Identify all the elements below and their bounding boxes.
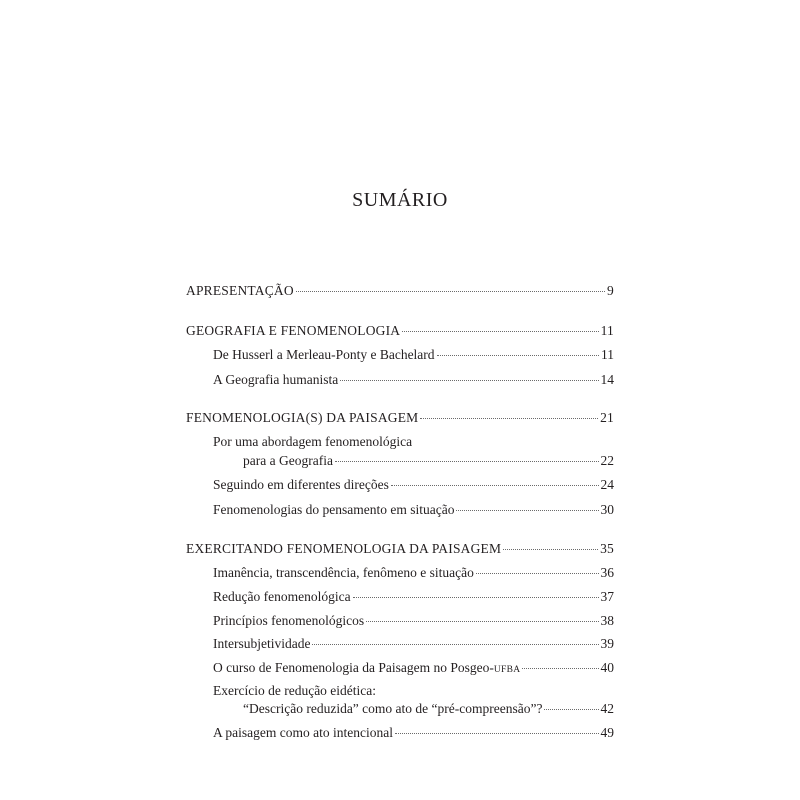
toc-entry-reducao-fenomenologica[interactable]	[213, 588, 614, 606]
toc-page-number: 49	[600, 725, 614, 740]
toc-entry-label: para a Geografia	[243, 453, 333, 468]
toc-page-number: 22	[600, 453, 614, 468]
toc-entry-pensamento-em-situacao[interactable]	[213, 501, 614, 519]
toc-entry-imanencia[interactable]	[213, 564, 614, 582]
toc-entry-label: De Husserl a Merleau-Ponty e Bachelard	[213, 347, 435, 362]
toc-entry-geografia-e-fenomenologia[interactable]	[186, 322, 614, 340]
dot-leader	[544, 709, 598, 710]
toc-page-number: 40	[600, 660, 614, 675]
dot-leader	[340, 380, 598, 381]
dot-leader	[366, 621, 598, 622]
toc-entry-label: Princípios fenomenológicos	[213, 613, 365, 628]
toc-entry-label: Seguindo em diferentes direções	[213, 477, 389, 492]
toc-page-number: 38	[600, 613, 614, 628]
dot-leader	[503, 549, 598, 550]
dot-leader	[402, 331, 598, 332]
toc-entry-diferentes-direcoes[interactable]	[213, 476, 614, 494]
toc-page-number: 21	[600, 410, 614, 425]
toc-page-number: 14	[600, 372, 614, 387]
toc-entry-intersubjetividade[interactable]	[213, 635, 614, 653]
toc-entry-label	[213, 659, 520, 679]
toc-entry-label: Imanência, transcendência, fenômeno e situação	[213, 565, 474, 580]
dot-leader	[353, 597, 599, 598]
toc-page-number: 39	[600, 636, 614, 651]
toc-entry-fenomenologias-da-paisagem[interactable]	[186, 409, 614, 427]
dot-leader	[296, 291, 605, 292]
toc-page-number: 24	[600, 477, 614, 492]
dot-leader	[522, 668, 598, 669]
toc-page-number: 36	[600, 565, 614, 580]
page-title: SUMÁRIO	[352, 189, 448, 211]
toc-page-number: 35	[600, 541, 614, 556]
toc-entry-label: Fenomenologias do pensamento em situação	[213, 502, 455, 517]
dot-leader	[420, 418, 598, 419]
toc-entry-label: A paisagem como ato intencional	[213, 725, 393, 740]
toc-entry-ato-intencional[interactable]	[213, 724, 614, 742]
toc-page-number: 9	[607, 283, 614, 298]
toc-page-number: 11	[600, 323, 614, 338]
toc-page-number: 11	[601, 347, 614, 362]
toc-entry-reducao-eidetica[interactable]	[243, 700, 614, 718]
dot-leader	[312, 644, 598, 645]
dot-leader	[437, 355, 599, 356]
toc-entry-label: Intersubjetividade	[213, 636, 311, 651]
dot-leader	[391, 485, 599, 486]
toc-entry-label: Redução fenomenológica	[213, 589, 351, 604]
toc-page-number: 30	[600, 502, 614, 517]
toc-entry-label-line1: Exercício de redução eidética:	[213, 683, 377, 698]
toc-entry-label: “Descrição reduzida” como ato de “pré-compreensão”?	[243, 701, 543, 716]
toc-entry-de-husserl[interactable]	[213, 346, 614, 364]
toc-page-number: 42	[600, 701, 614, 716]
toc-entry-geografia-humanista[interactable]	[213, 371, 614, 389]
toc-entry-label: A Geografia humanista	[213, 372, 339, 387]
dot-leader	[335, 461, 599, 462]
toc-entry-curso-posgeo[interactable]	[213, 659, 614, 679]
toc-entry-label: GEOGRAFIA E FENOMENOLOGIA	[186, 323, 401, 338]
toc-entry-label: EXERCITANDO FENOMENOLOGIA DA PAISAGEM	[186, 541, 502, 556]
toc-entry-abordagem-fenomenologica[interactable]	[243, 452, 614, 470]
toc-entry-exercitando-fenomenologia[interactable]	[186, 540, 614, 558]
toc-entry-label-line1: Por uma abordagem fenomenológica	[213, 434, 413, 449]
toc-entry-label-main: O curso de Fenomenologia da Paisagem no Posgeo-	[213, 660, 494, 675]
toc-entry-label-small: UFBA	[493, 665, 521, 675]
toc-page-number: 37	[600, 589, 614, 604]
toc-entry-apresentacao[interactable]	[186, 282, 614, 300]
dot-leader	[395, 733, 599, 734]
toc-entry-principios-fenomenologicos[interactable]	[213, 612, 614, 630]
dot-leader	[456, 510, 598, 511]
dot-leader	[476, 573, 599, 574]
toc-entry-label: APRESENTAÇÃO	[186, 283, 294, 298]
toc-entry-label: FENOMENOLOGIA(S) DA PAISAGEM	[186, 410, 419, 425]
